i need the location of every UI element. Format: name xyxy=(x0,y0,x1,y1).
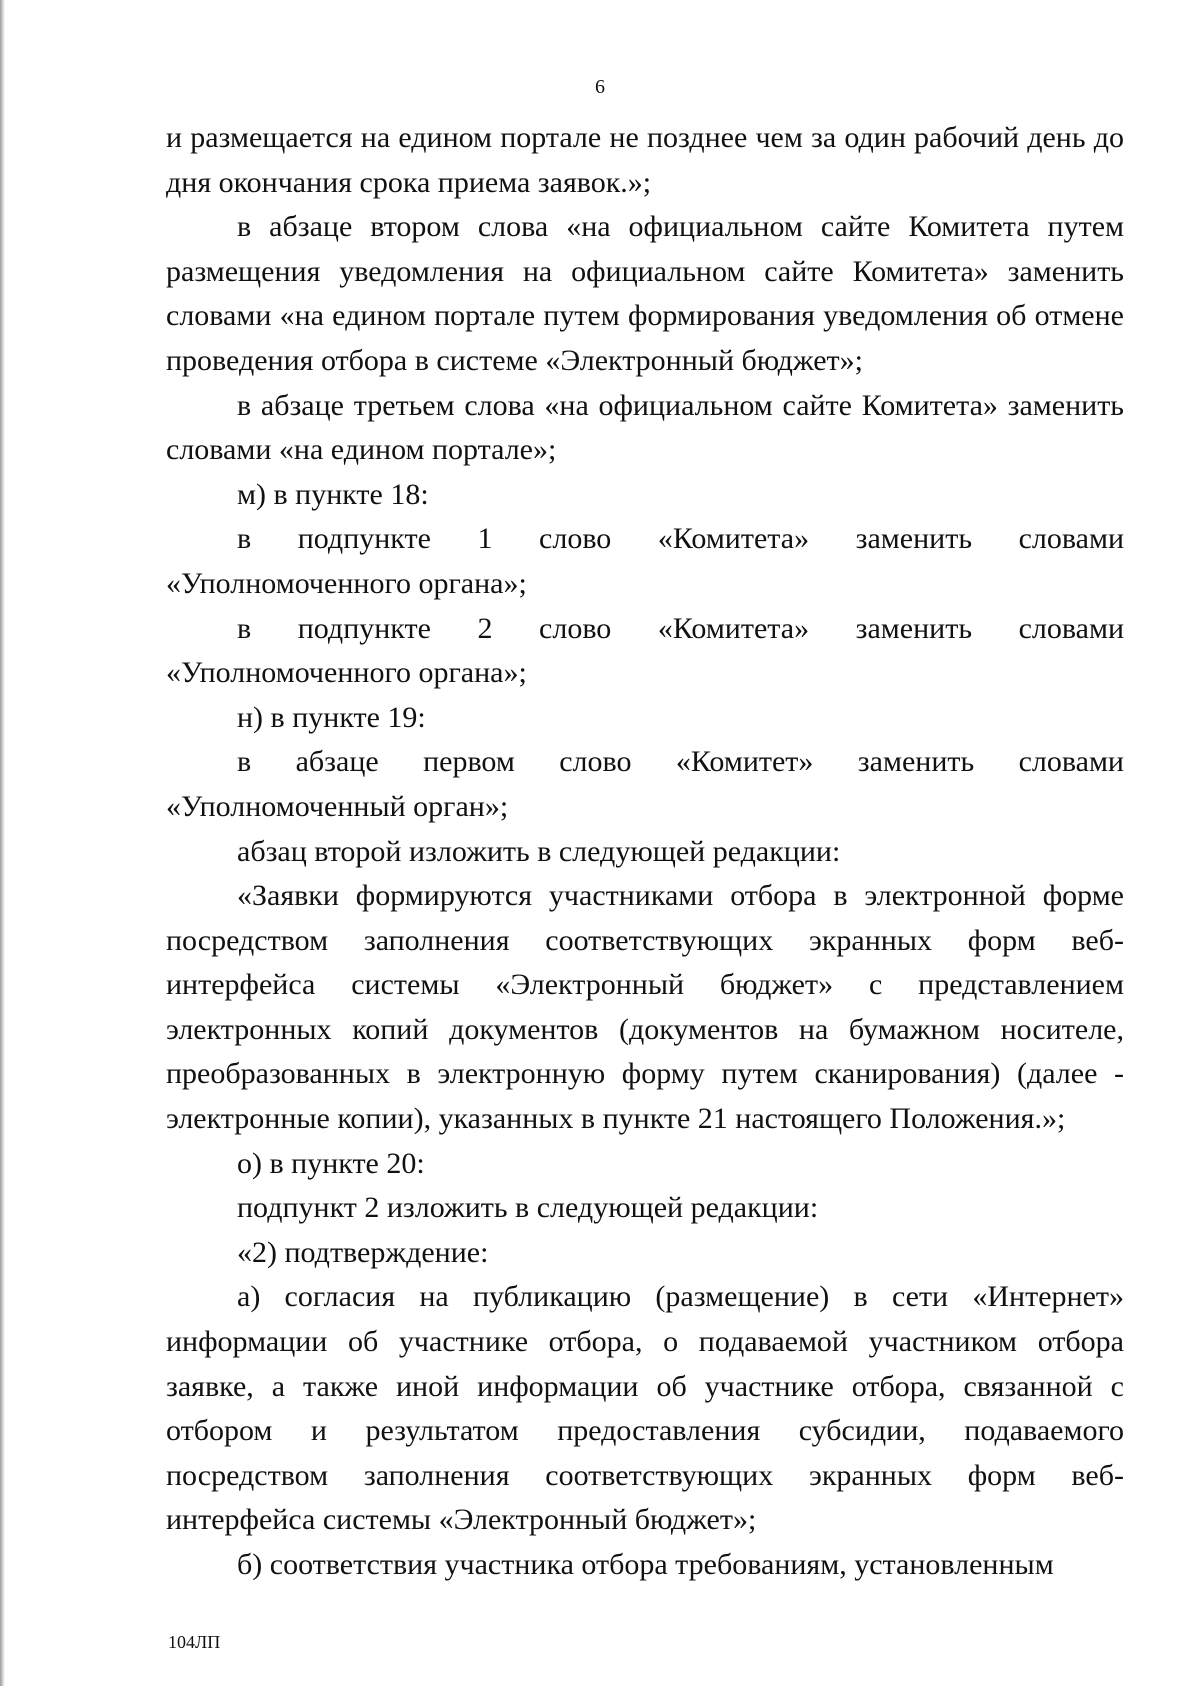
paragraph: а) согласия на публикацию (размещение) в сети «Интернет» информации об участнике отбора, о подаваемой участником отбора заявке, а также иной информации об участнике отбора, связанной с отбором и результатом предоставления субсидии, подаваемого посредством заполнения соответствующих экранных форм веб-интерфейса системы «Электронный бюджет»; xyxy=(166,1280,1124,1537)
paragraph: в абзаце первом слово «Комитет» заменить словами «Уполномоченный орган»; xyxy=(166,745,1124,823)
document-body xyxy=(166,116,1124,1588)
paragraph: о) в пункте 20: xyxy=(237,1146,425,1180)
paragraph: б) соответствия участника отбора требованиям, установленным xyxy=(237,1548,1054,1581)
paragraph: в подпункте 2 слово «Комитета» заменить словами «Уполномоченного органа»; xyxy=(166,611,1124,690)
paragraph: в подпункте 1 слово «Комитета» заменить словами «Уполномоченного органа»; xyxy=(166,522,1124,600)
paragraph: м) в пункте 18: xyxy=(237,477,429,511)
paragraph: в абзаце втором слова «на официальном сайте Комитета путем размещения уведомления на официальном сайте Комитета» заменить словами «на едином портале путем формирования уведомления об отмене проведения отбора в системе «Электронный бюджет»; xyxy=(166,210,1124,377)
paragraph: в абзаце третьем слова «на официальном сайте Комитета» заменить словами «на едином портале»; xyxy=(166,388,1124,467)
paragraph: абзац второй изложить в следующей редакции: xyxy=(237,834,841,868)
document-code: 104ЛП xyxy=(168,1632,221,1652)
paragraph: «Заявки формируются участниками отбора в электронной форме посредством заполнения соответствующих экранных форм веб-интерфейса системы «Электронный бюджет» с представлением электронных копий документов (документов на бумажном носителе, преобразованных в электронную форму путем сканирования) (далее - электронные копии), указанных в пункте 21 настоящего Положения.»; xyxy=(166,879,1124,1136)
paragraph: подпункт 2 изложить в следующей редакции: xyxy=(237,1191,819,1225)
page-number: 6 xyxy=(595,76,605,98)
paragraph: н) в пункте 19: xyxy=(237,700,426,734)
scan-edge-shadow xyxy=(0,0,5,1686)
paragraph: и размещается на едином портале не позднее чем за один рабочий день до дня окончания срока приема заявок.»; xyxy=(166,121,1124,199)
paragraph: «2) подтверждение: xyxy=(237,1235,489,1269)
